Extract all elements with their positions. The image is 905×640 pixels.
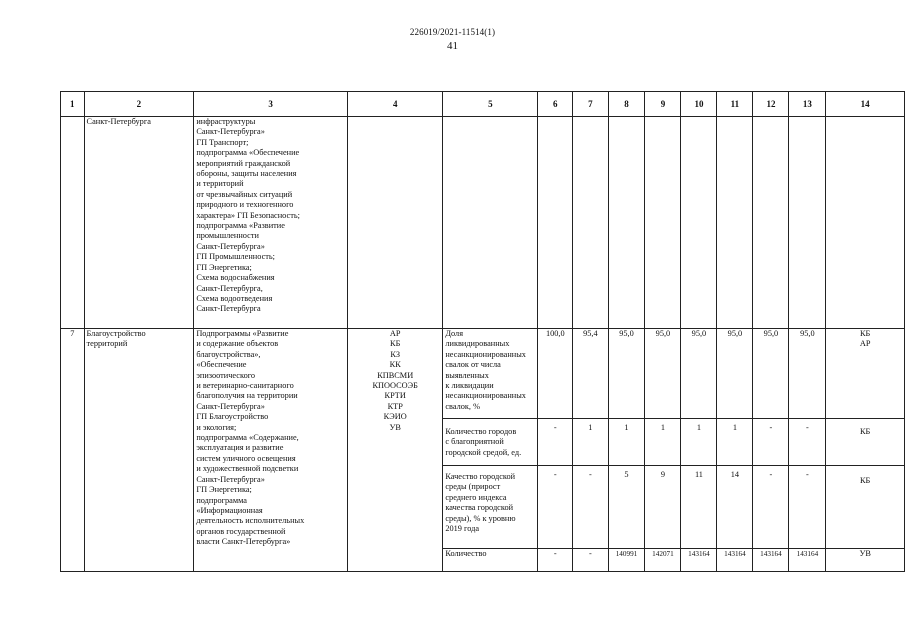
responsible-cell: КБ — [826, 419, 905, 466]
indicator-value: 11 — [681, 466, 717, 549]
col-header: 3 — [194, 92, 348, 117]
col-header: 4 — [348, 92, 443, 117]
indicator-value: 95,0 — [681, 329, 717, 419]
col-header: 2 — [84, 92, 194, 117]
indicator-value: 100,0 — [538, 329, 573, 419]
indicator-value: - — [538, 466, 573, 549]
table-cell — [645, 117, 681, 329]
indicator-name: Количество — [443, 549, 538, 572]
col-header: 7 — [573, 92, 608, 117]
indicator-value: 143164 — [681, 549, 717, 572]
col-header: 9 — [645, 92, 681, 117]
table-cell — [717, 117, 753, 329]
indicator-value: 95,0 — [645, 329, 681, 419]
col-header: 11 — [717, 92, 753, 117]
page-number: 41 — [447, 40, 458, 52]
table-cell — [608, 117, 645, 329]
indicator-value: 14 — [717, 466, 753, 549]
indicator-value: 142071 — [645, 549, 681, 572]
indicator-value: - — [538, 549, 573, 572]
table-row — [61, 117, 905, 329]
indicator-value: 1 — [645, 419, 681, 466]
indicator-value: - — [789, 419, 826, 466]
indicator-value: 9 — [645, 466, 681, 549]
col-header: 12 — [753, 92, 789, 117]
table-cell — [61, 117, 85, 329]
indicator-value: - — [573, 549, 608, 572]
header-row — [61, 92, 905, 117]
indicator-value: - — [573, 466, 608, 549]
indicator-value: 143164 — [789, 549, 826, 572]
indicator-name: Доля ликвидированных несанкционированных свалок от числа выявленных к ликвидации несанкционированных свалок, % — [443, 329, 538, 419]
indicator-value: 95,0 — [608, 329, 645, 419]
indicator-value: - — [753, 466, 789, 549]
program-table — [60, 91, 905, 572]
responsible-cell: КБ — [826, 466, 905, 549]
table-cell — [753, 117, 789, 329]
indicator-value: 143164 — [753, 549, 789, 572]
table-cell — [443, 117, 538, 329]
indicator-value: 143164 — [717, 549, 753, 572]
indicator-value: 1 — [608, 419, 645, 466]
table-cell — [573, 117, 608, 329]
indicator-value: 1 — [681, 419, 717, 466]
table-cell — [789, 117, 826, 329]
indicator-value: 95,0 — [753, 329, 789, 419]
table-cell — [681, 117, 717, 329]
col-header: 10 — [681, 92, 717, 117]
indicator-value: 95,4 — [573, 329, 608, 419]
indicator-value: 140991 — [608, 549, 645, 572]
col-header: 6 — [538, 92, 573, 117]
indicator-name: Количество городов с благоприятной городской средой, ед. — [443, 419, 538, 466]
indicator-value: - — [789, 466, 826, 549]
table-cell: Санкт-Петербурга — [84, 117, 194, 329]
indicator-value: 95,0 — [717, 329, 753, 419]
col-header: 1 — [61, 92, 85, 117]
table-cell — [538, 117, 573, 329]
col-header: 5 — [443, 92, 538, 117]
col-header: 14 — [826, 92, 905, 117]
indicator-value: - — [753, 419, 789, 466]
col-header: 13 — [789, 92, 826, 117]
table-cell: инфраструктуры Санкт-Петербурга» ГП Транспорт; подпрограмма «Обеспечение мероприятий гражданской обороны, защиты населения и территорий от чрезвычайных ситуаций природного и техногенного характера» ГП Безопасность; подпрограмма «Развитие промышленности Санкт-Петербурга» ГП Промышленность; ГП Энергетика; Схема водоснабжения Санкт-Петербурга, Схема водоотведения Санкт-Петербурга — [194, 117, 348, 329]
responsible-cell: КБ АР — [826, 329, 905, 419]
row-number: 7 — [61, 329, 85, 572]
table-row — [61, 329, 905, 419]
indicator-value: 1 — [717, 419, 753, 466]
responsible-cell: УВ — [826, 549, 905, 572]
table-cell — [348, 117, 443, 329]
executors-cell: АР КБ КЗ КК КПВСМИ КПООСОЭБ КРТИ КТР КЭИО УВ — [348, 329, 443, 572]
table-cell — [826, 117, 905, 329]
indicator-name: Качество городской среды (прирост среднего индекса качества городской среды), % к уровню 2019 года — [443, 466, 538, 549]
col-header: 8 — [608, 92, 645, 117]
indicator-value: 1 — [573, 419, 608, 466]
indicator-value: 5 — [608, 466, 645, 549]
indicator-value: - — [538, 419, 573, 466]
document-id: 226019/2021-11514(1) — [409, 27, 496, 37]
program-name: Благоустройство территорий — [84, 329, 194, 572]
indicator-value: 95,0 — [789, 329, 826, 419]
subprograms-cell: Подпрограммы «Развитие и содержание объектов благоустройства», «Обеспечение эпизоотического и ветеринарно-санитарного благополучия на территории Санкт-Петербурга» ГП Благоустройство и экология; подпрограмма «Содержание, эксплуатация и развитие систем уличного освещения и художественной подсветки Санкт-Петербурга» ГП Энергетика; подпрограмма «Информационная деятельность исполнительных органов государственной власти Санкт-Петербурга» — [194, 329, 348, 572]
